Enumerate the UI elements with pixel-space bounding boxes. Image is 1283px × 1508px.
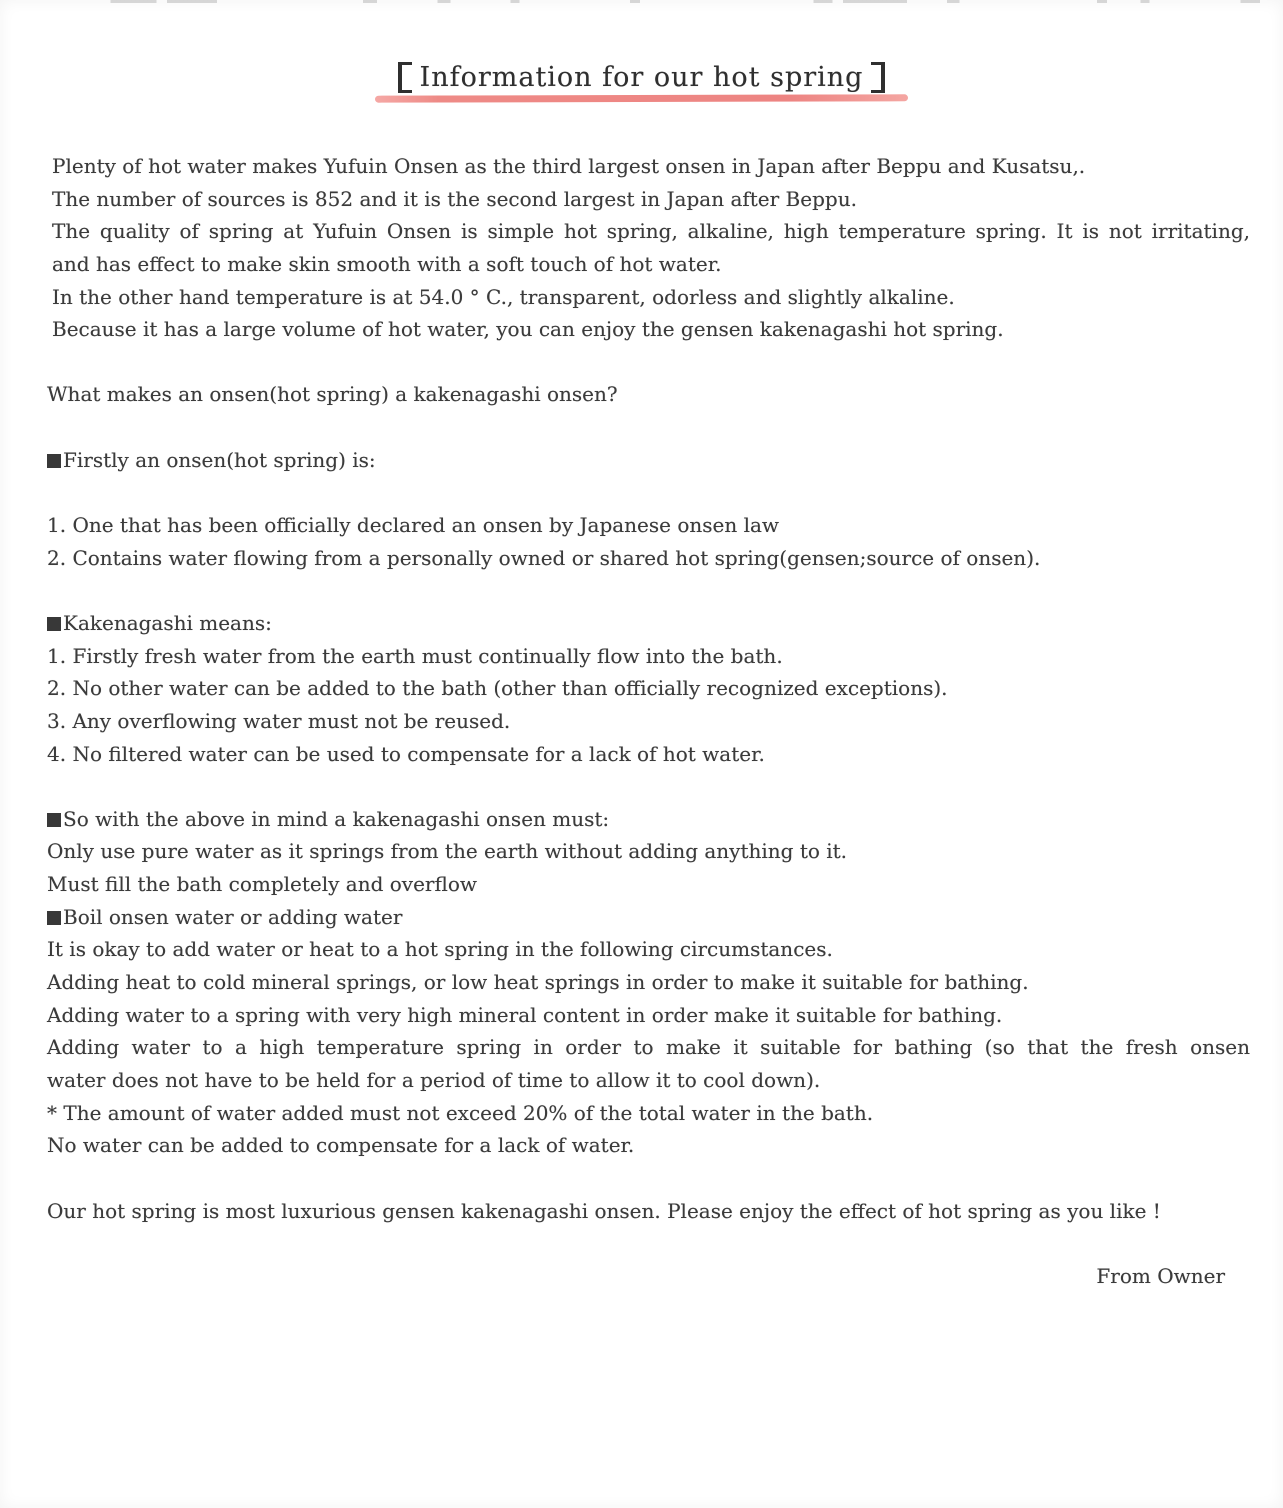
text-line — [47, 868, 1250, 901]
title-marker-underline — [375, 94, 908, 102]
text-line-content: Boil onsen water or adding water — [63, 904, 403, 929]
square-bullet-icon — [47, 813, 61, 827]
text-line — [47, 378, 1250, 411]
square-bullet-icon — [47, 617, 61, 631]
text-line-content: 2. No other water can be added to the bath (other than officially recognized exceptions). — [47, 676, 948, 701]
text-line-content: Firstly an onsen(hot spring) is: — [63, 447, 376, 472]
text-line — [47, 509, 1250, 542]
document-title-block — [0, 62, 1283, 102]
text-line — [47, 1129, 1250, 1162]
text-line — [47, 1064, 1250, 1097]
text-line-content: Must fill the bath completely and overflow — [47, 872, 477, 897]
text-line — [47, 574, 1250, 607]
text-line-content: What makes an onsen(hot spring) a kakenagashi onsen? — [47, 382, 618, 407]
text-line-content: 1. Firstly fresh water from the earth must continually flow into the bath. — [47, 643, 783, 668]
text-line-content: and has effect to make skin smooth with a soft touch of hot water. — [52, 251, 722, 276]
text-line-content: 4. No filtered water can be used to compensate for a lack of hot water. — [47, 741, 765, 766]
text-line-content: Adding water to a high temperature spring in order to make it suitable for bathing (so that the fresh onsen — [47, 1035, 1250, 1060]
text-line — [47, 901, 1250, 934]
text-line — [47, 1162, 1250, 1195]
text-line-content: Only use pure water as it springs from the earth without adding anything to it. — [47, 839, 848, 864]
text-line — [47, 966, 1250, 999]
text-line-content: In the other hand temperature is at 54.0 ° C., transparent, odorless and slightly alkaline. — [52, 284, 955, 309]
text-line-content: From Owner — [1096, 1263, 1225, 1288]
text-line — [47, 999, 1250, 1032]
text-line — [47, 313, 1250, 346]
document-body — [47, 150, 1250, 1292]
text-line-content: So with the above in mind a kakenagashi onsen must: — [63, 806, 610, 831]
text-line-content: Plenty of hot water makes Yufuin Onsen as the third largest onsen in Japan after Beppu and Kusatsu,. — [52, 154, 1086, 178]
lenticular-bracket-right-icon — [871, 62, 885, 93]
square-bullet-icon — [47, 454, 61, 468]
cropped-text-remnant — [0, 0, 1283, 3]
text-line — [47, 1097, 1250, 1130]
text-line — [47, 444, 1250, 477]
text-line — [47, 1260, 1250, 1293]
text-line-content: It is okay to add water or heat to a hot spring in the following circumstances. — [47, 937, 833, 962]
text-line — [47, 346, 1250, 379]
text-line — [47, 672, 1250, 705]
text-line-content: * The amount of water added must not exceed 20% of the total water in the bath. — [47, 1100, 874, 1125]
text-line-content: The number of sources is 852 and it is the second largest in Japan after Beppu. — [52, 186, 857, 211]
text-line-content: No water can be added to compensate for a lack of water. — [47, 1133, 635, 1158]
text-line — [47, 411, 1250, 444]
text-line-content: water does not have to be held for a period of time to allow it to cool down). — [47, 1067, 821, 1092]
text-line-content: Kakenagashi means: — [63, 610, 272, 635]
text-line — [47, 933, 1250, 966]
text-line-content: Because it has a large volume of hot water, you can enjoy the gensen kakenagashi hot spring. — [52, 317, 1004, 342]
text-line — [47, 607, 1250, 640]
text-line — [47, 183, 1250, 216]
text-line-content: Our hot spring is most luxurious gensen kakenagashi onsen. Please enjoy the effect of hot spring as you like ! — [47, 1198, 1161, 1223]
text-line — [47, 1031, 1250, 1064]
text-line — [47, 542, 1250, 575]
page-title-text: Information for our hot spring — [419, 62, 864, 93]
text-line-content: 1. One that has been officially declared an onsen by Japanese onsen law — [47, 513, 780, 538]
text-line — [47, 640, 1250, 673]
lenticular-bracket-left-icon — [398, 62, 412, 93]
text-line — [47, 215, 1250, 248]
text-line — [47, 803, 1250, 836]
square-bullet-icon — [47, 911, 61, 925]
text-line — [47, 738, 1250, 771]
text-line-content: 3. Any overflowing water must not be reused. — [47, 708, 511, 733]
page-title — [398, 62, 886, 93]
text-line — [47, 1195, 1250, 1228]
text-line-content: Adding heat to cold mineral springs, or low heat springs in order to make it suitable for bathing. — [47, 970, 1029, 995]
text-line — [47, 476, 1250, 509]
text-line — [47, 248, 1250, 281]
text-line — [47, 150, 1250, 183]
text-line — [47, 1227, 1250, 1260]
text-line-content: The quality of spring at Yufuin Onsen is simple hot spring, alkaline, high temperature spring. It is not irritating, — [52, 219, 1250, 244]
text-line — [47, 770, 1250, 803]
text-line — [47, 281, 1250, 314]
text-line-content: 2. Contains water flowing from a personally owned or shared hot spring(gensen;source of onsen). — [47, 545, 1041, 570]
text-line — [47, 835, 1250, 868]
text-line-content: Adding water to a spring with very high mineral content in order make it suitable for bathing. — [47, 1002, 1003, 1027]
text-line — [47, 705, 1250, 738]
